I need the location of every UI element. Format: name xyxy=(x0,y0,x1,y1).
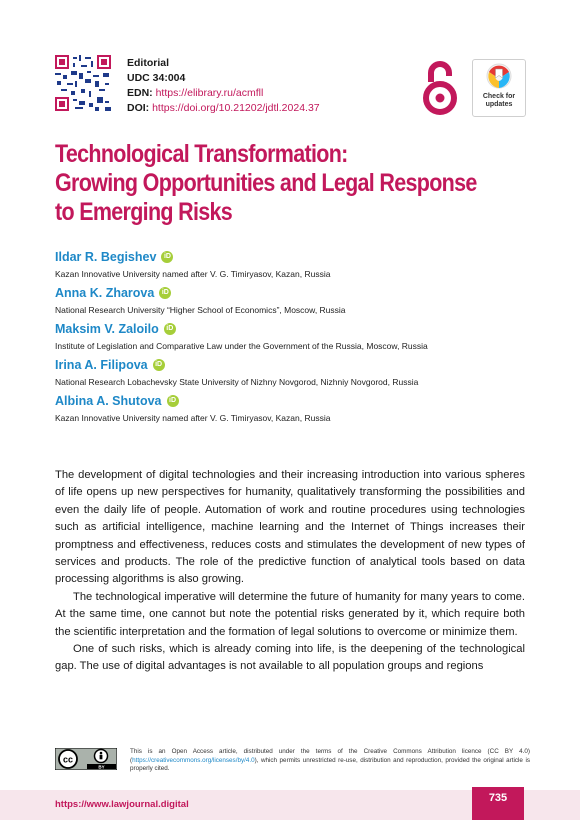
qr-code xyxy=(55,55,111,111)
author-entry xyxy=(55,320,535,351)
author-name[interactable]: Albina A. Shutova xyxy=(55,393,162,408)
license-notice xyxy=(130,748,530,774)
cc-label: cc xyxy=(62,754,74,765)
author-affiliation: Kazan Innovative University named after V. G. Timiryasov, Kazan, Russia xyxy=(55,413,331,423)
journal-url[interactable]: https://www.lawjournal.digital xyxy=(55,799,189,810)
author-name[interactable]: Maksim V. Zaloilo xyxy=(55,321,159,336)
article-title xyxy=(55,140,477,227)
author-affiliation: National Research Lobachevsky State University of Nizhny Novgorod, Nizhniy Novgorod, Russia xyxy=(55,377,419,387)
license-text-part2: ), which permits unrestricted re-use, distribution and reproduction, provided the original article is properly cited. xyxy=(130,756,530,773)
cc-by-license-icon[interactable] xyxy=(55,748,117,770)
author-name[interactable]: Ildar R. Begishev xyxy=(55,249,157,264)
author-entry xyxy=(55,248,535,279)
orcid-icon[interactable]: iD xyxy=(167,395,179,407)
author-name[interactable]: Irina A. Filipova xyxy=(55,357,148,372)
edn-label: EDN: xyxy=(127,87,153,99)
article-metadata xyxy=(127,56,320,116)
crossmark-icon xyxy=(473,60,525,92)
doi-label: DOI: xyxy=(127,102,150,114)
license-text-part1: This is an Open Access article, distributed under the terms of the Creative Commons Attribution licence (CC BY 4.0) ( xyxy=(130,748,530,764)
edn-link[interactable]: https://elibrary.ru/acmfll xyxy=(155,87,264,99)
open-access-icon xyxy=(420,58,460,116)
author-name[interactable]: Anna K. Zharova xyxy=(55,285,155,300)
author-entry xyxy=(55,284,535,315)
orcid-icon[interactable]: iD xyxy=(153,359,165,371)
title-line: Growing Opportunities and Legal Response xyxy=(55,169,477,197)
badge-text-line2: updates xyxy=(485,101,513,108)
author-affiliation: Institute of Legislation and Comparative Law under the Government of the Russia, Moscow, Russia xyxy=(55,341,428,351)
author-entry xyxy=(55,356,535,387)
author-list xyxy=(55,248,535,428)
author-affiliation: National Research University “Higher School of Economics”, Moscow, Russia xyxy=(55,305,346,315)
article-body xyxy=(55,467,525,676)
by-label: BY xyxy=(98,764,105,770)
author-affiliation: Kazan Innovative University named after V. G. Timiryasov, Kazan, Russia xyxy=(55,269,331,279)
orcid-icon[interactable]: iD xyxy=(159,287,171,299)
page-number: 735 xyxy=(472,787,524,820)
udc-code: UDC 34:004 xyxy=(127,72,186,84)
license-link[interactable]: https://creativecommons.org/licenses/by/4.0 xyxy=(132,756,255,764)
orcid-icon[interactable]: iD xyxy=(161,251,173,263)
orcid-icon[interactable]: iD xyxy=(164,323,176,335)
author-entry xyxy=(55,392,535,423)
title-line: to Emerging Risks xyxy=(55,198,233,226)
body-paragraph: One of such risks, which is already coming into life, is the deepening of the technological gap. The use of digital advantages is not available to all population groups and regions xyxy=(55,643,525,673)
check-for-updates-badge[interactable] xyxy=(472,59,526,117)
doi-link[interactable]: https://doi.org/10.21202/jdtl.2024.37 xyxy=(152,102,320,114)
title-line: Technological Transformation: xyxy=(55,140,348,168)
body-paragraph: The development of digital technologies and their increasing introduction into various spheres of life opens up new perspectives for humanity, qualitatively transforming the possibilities and even the daily life of people. Automation of work and routine procedures using technologies such as artificial intelligence, machine learning and the Internet of Things increases their promptness and effectiveness, reduces costs and stimulates the development of new types of services and products. The role of the predictive function of analytical tools based on data processing algorithms is also growing. xyxy=(55,469,525,586)
badge-text-line1: Check for xyxy=(482,93,516,100)
body-paragraph: The technological imperative will determine the future of humanity for many years to come. At the same time, one cannot but note the potential risks generated by it, which require both the scientific interpretation and the formation of legal solutions to overcome or minimize them. xyxy=(55,590,525,638)
article-type: Editorial xyxy=(127,57,170,69)
